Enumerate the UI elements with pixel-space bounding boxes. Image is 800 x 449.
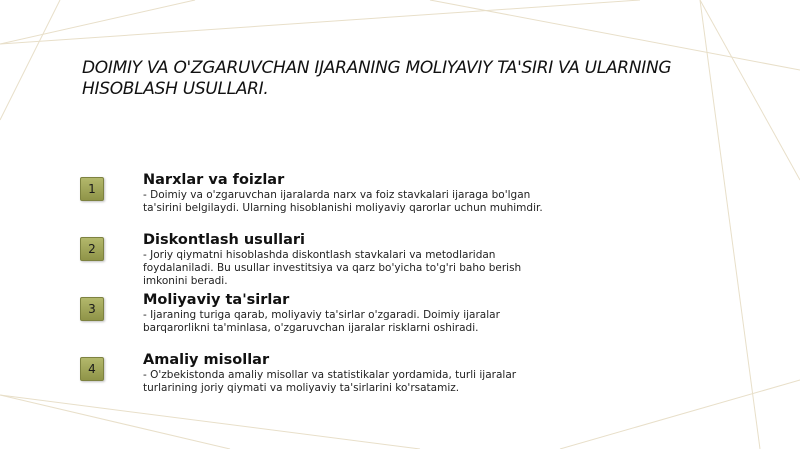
item-title: Diskontlash usullari (143, 232, 305, 248)
item-description: - Doimiy va o'zgaruvchan ijaralarda narx va foiz stavkalari ijaraga bo'lgan ta'sirini belgilaydi. Ularning hisoblanishi moliyaviy qarorlar uchun muhimdir. (143, 189, 543, 214)
item-description: - O'zbekistonda amaliy misollar va statistikalar yordamida, turli ijaralar turlarining joriy qiymati va moliyaviy ta'sirlarini ko'rsatamiz. (143, 369, 517, 394)
number-badge: 1 (80, 177, 104, 201)
number-badge: 2 (80, 237, 104, 261)
number-badge: 3 (80, 297, 104, 321)
item-description: - Joriy qiymatni hisoblashda diskontlash stavkalari va metodlaridan foydalaniladi. Bu usullar investitsiya va qarz bo'yicha to'g'ri baho berish imkonini beradi. (143, 249, 522, 287)
item-title: Moliyaviy ta'sirlar (143, 292, 290, 308)
item-title: Narxlar va foizlar (143, 172, 285, 188)
slide-title: DOIMIY VA O'ZGARUVCHAN IJARANING MOLIYAVIY TA'SIRI VA ULARNING HISOBLASH USULLARI. (82, 58, 672, 99)
number-badge: 4 (80, 357, 104, 381)
item-description: - Ijaraning turiga qarab, moliyaviy ta'sirlar o'zgaradi. Doimiy ijaralar barqarorlikni ta'minlasa, o'zgaruvchan ijaralar risklarni oshiradi. (143, 309, 500, 334)
item-title: Amaliy misollar (143, 352, 270, 368)
